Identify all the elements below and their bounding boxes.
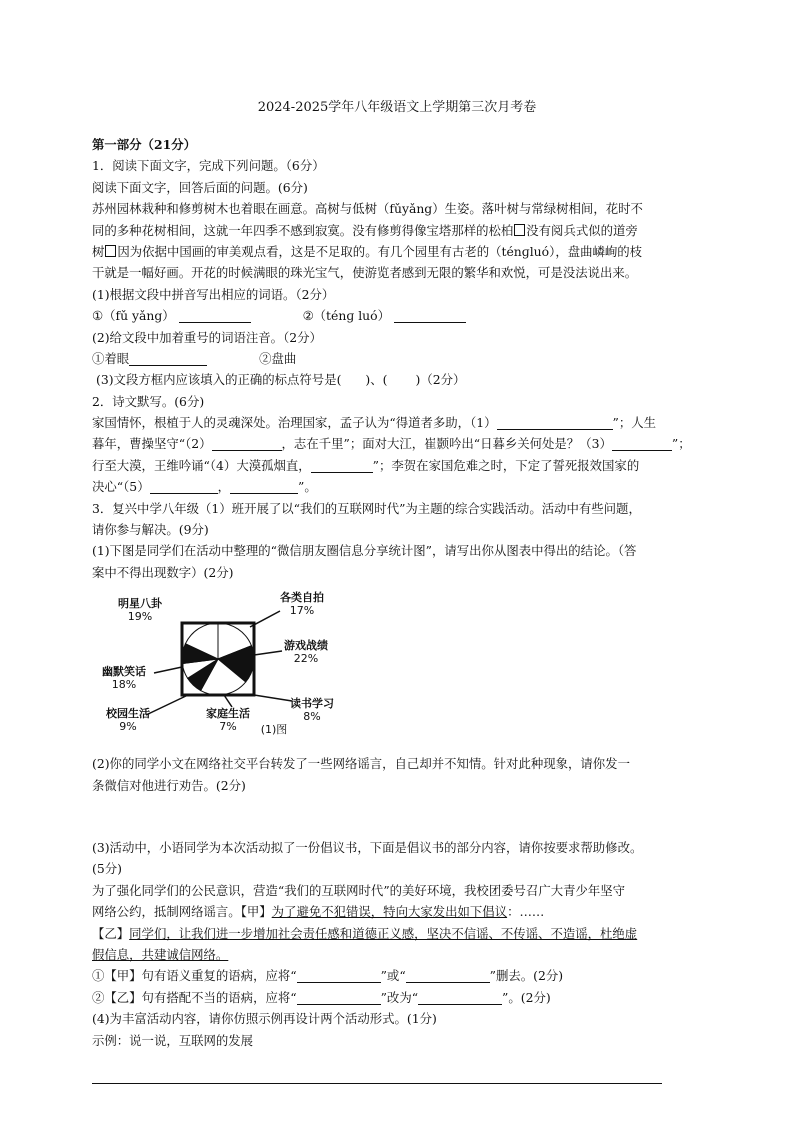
answer-blank[interactable] — [230, 479, 298, 494]
leader-line-4 — [224, 695, 232, 707]
proposal-line-3: 【乙】同学们，让我们进一步增加社会责任感和道德正义感，坚决不信谣、不传谣、不造谣，杜绝虚 — [92, 925, 638, 941]
passage-line-3: 树 因为依据中国画的审美观点看，这是不足取的。有几个园里有古老的（ténɡluó），盘曲嶙峋的枝 — [92, 243, 643, 259]
answer-line[interactable] — [92, 1083, 662, 1084]
example-line: 示例：说一说，互联网的发展 — [92, 1032, 254, 1048]
q2-line-3: 行至大漠，王维吟诵“（4）大漠孤烟直， ”；李贺在家国危难之时，下定了誓死报效国家的 — [92, 457, 640, 473]
answer-blank[interactable] — [311, 458, 373, 473]
q1-sub1: (1)根据文段中拼音写出相应的词语。（2分） — [92, 286, 335, 302]
q2-line-4: 决心“（5） ， ”。 — [92, 479, 317, 495]
proposal-line-1: 为了强化同学们的公民意识，营造“我们的互联网时代”的美好环境，我校团委号召广大青少年坚守 — [92, 882, 626, 898]
q2-line-1: 家国情怀，根植于人的灵魂深处。治理国家，孟子认为“得道者多助，（1） ”；人生 — [92, 415, 657, 431]
q1-sub2: (2)给文段中加着重号的词语注音。（2分） — [92, 329, 322, 345]
chart-label-youxi: 游戏战绩 22% — [284, 639, 328, 666]
chart-label-dushu: 读书学习 8% — [290, 697, 334, 724]
q3-sub4: (4)为丰富活动内容，请你仿照示例再设计两个活动形式。(1分) — [92, 1011, 437, 1027]
fix-line-2: ②【乙】句有搭配不当的语病，应将“ ”改为“ ”。(2分) — [92, 989, 551, 1005]
answer-blank[interactable] — [418, 990, 502, 1005]
punctuation-box — [514, 224, 525, 236]
answer-blank[interactable] — [406, 968, 490, 983]
q3-sub2-line-2: 条微信对他进行劝告。(2分) — [92, 777, 246, 793]
answer-blank[interactable] — [179, 308, 251, 323]
chart-label-mingxing: 明星八卦 19% — [118, 597, 162, 624]
passage-line-2: 同的多种花树相间，这就一年四季不感到寂寞。没有修剪得像宝塔那样的松柏 没有阅兵式似的道旁 — [92, 222, 638, 238]
answer-blank[interactable] — [212, 436, 282, 451]
q3-sub3-line-2: (5分) — [92, 861, 122, 877]
q3-sub2-line-1: (2)你的同学小文在网络社交平台转发了一些网络谣言，自己却并不知情。针对此种现象，请你发一 — [92, 756, 630, 772]
exam-content — [92, 134, 712, 1051]
sentence-yi: 同学们，让我们进一步增加社会责任感和道德正义感，坚决不信谣、不传谣、不造谣，杜绝虚 — [129, 925, 638, 941]
answer-blank[interactable] — [394, 308, 466, 323]
part-heading: 第一部分（21分） — [92, 137, 196, 152]
pie-chart — [92, 589, 362, 749]
q3-heading-2: 请你参与解决。(9分) — [92, 522, 209, 538]
q1-heading: 1．阅读下面文字，完成下列问题。（6分） — [92, 158, 325, 174]
exam-title: 2024-2025学年八年级语文上学期第三次月考卷 — [257, 100, 537, 115]
q1-intro: 阅读下面文字，回答后面的问题。(6分) — [92, 179, 308, 195]
q1-sub2-answers: ①着眼 ②盘曲 — [92, 350, 297, 366]
leader-line-6 — [154, 667, 182, 673]
q3-heading-1: 3．复兴中学八年级（1）班开展了以“我们的互联网时代”为主题的综合实践活动。活动中有些问题， — [92, 500, 641, 516]
passage-line-1: 苏州园林栽种和修剪树木也着眼在画意。高树与低树（fǔyǎng）生姿。落叶树与常绿树相间，花时不 — [92, 201, 643, 217]
q2-heading: 2．诗文默写。(6分) — [92, 393, 205, 409]
q2-line-2: 暮年，曹操坚守“（2） ，志在千里”；面对大江，崔颢吟出“日暮乡关何处是？（3） ”； — [92, 436, 691, 452]
sentence-jia: 为了避免不犯错误，特向大家发出如下倡议 — [271, 904, 508, 920]
chart-label-jiating: 家庭生活 7% — [206, 707, 250, 734]
fix-line-1: ①【甲】句有语义重复的语病，应将“ ”或“ ”删去。(2分) — [92, 968, 564, 984]
answer-blank[interactable] — [150, 479, 218, 494]
q1-sub3: (3)文段方框内应该填入的正确的标点符号是( )、( )（2分） — [96, 372, 466, 388]
answer-blank[interactable] — [297, 968, 381, 983]
q3-sub1-line-1: (1)下图是同学们在活动中整理的“微信朋友圈信息分享统计图”，请写出你从图表中得出的结论。（答 — [92, 543, 637, 559]
chart-label-xiaoyuan: 校园生活 9% — [106, 707, 150, 734]
q3-sub1-line-2: 案中不得出现数字）(2分) — [92, 564, 234, 580]
chart-label-zipai: 各类自拍 17% — [280, 591, 324, 618]
answer-blank[interactable] — [297, 990, 381, 1005]
answer-blank[interactable] — [497, 415, 613, 430]
q3-sub3-line-1: (3)活动中，小语同学为本次活动拟了一份倡议书，下面是倡议书的部分内容，请你按要求帮助修改。 — [92, 839, 643, 855]
answer-blank[interactable] — [129, 351, 207, 366]
chart-caption: (1)图 — [260, 723, 288, 737]
q1-sub1-answers: ①（fǔ yǎng） ②（ténɡ luó） — [92, 305, 712, 326]
answer-blank[interactable] — [612, 436, 672, 451]
chart-label-youmo: 幽默笑话 18% — [102, 665, 146, 692]
proposal-line-2: 网络公约，抵制网络谣言。【甲】为了避免不犯错误，特向大家发出如下倡议：…… — [92, 904, 545, 920]
passage-line-4: 干就是一幅好画。开花的时候满眼的珠光宝气，使游览者感到无限的繁华和欢悦，可是没法说出来。 — [92, 265, 638, 281]
proposal-line-4: 假信息，共建诚信网络。 — [92, 946, 229, 962]
punctuation-box — [105, 245, 116, 257]
